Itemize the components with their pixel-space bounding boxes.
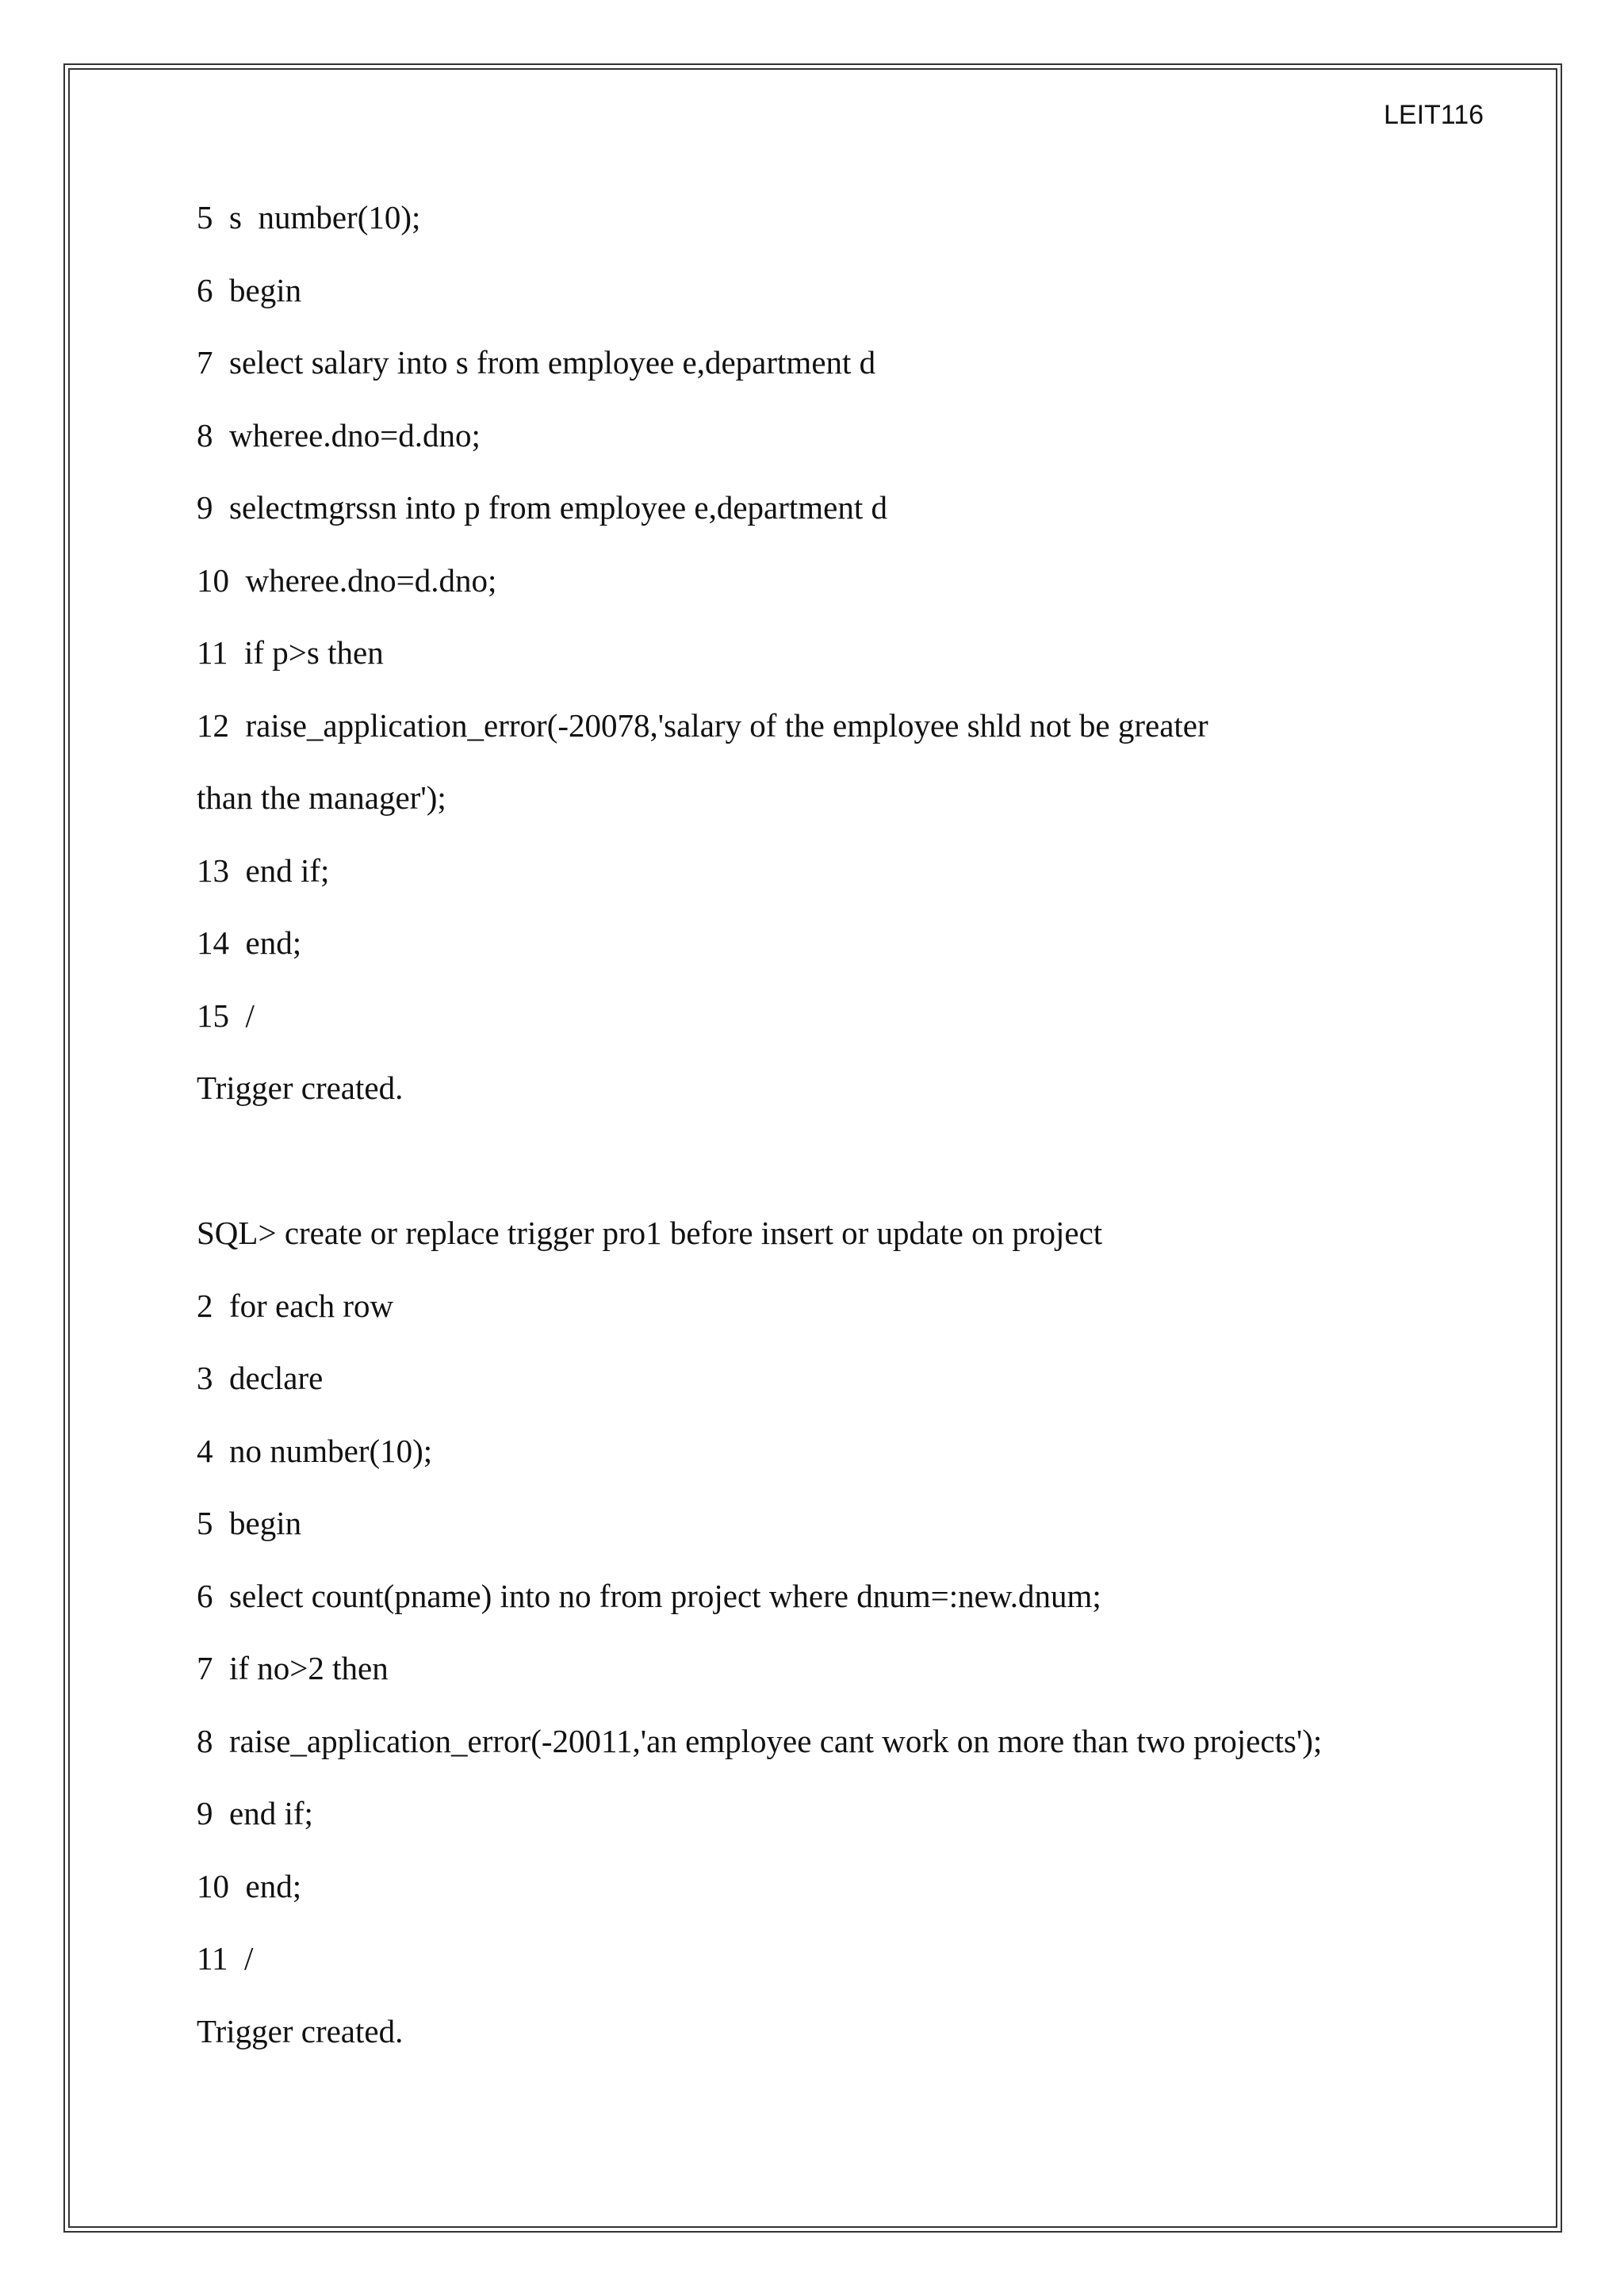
status-message: Trigger created.: [197, 1070, 404, 1106]
code-line: 8 wheree.dno=d.dno;: [197, 416, 481, 453]
code-line: 6 select count(pname) into no from project where dnum=:new.dnum;: [197, 1577, 1101, 1614]
code-line: 13 end if;: [197, 851, 330, 889]
code-line: 14 end;: [197, 924, 302, 961]
code-listing: [197, 190, 1465, 2076]
code-line: 5 s number(10);: [197, 199, 421, 235]
sql-command: SQL> create or replace trigger pro1 before insert or update on project: [197, 1215, 1103, 1251]
code-line: 8 raise_application_error(-20011,'an employee cant work on more than two projects');: [197, 1722, 1323, 1759]
code-line: 7 select salary into s from employee e,department d: [197, 344, 876, 381]
code-line: 3 declare: [197, 1360, 324, 1396]
code-line: 7 if no>2 then: [197, 1650, 389, 1686]
code-line: 9 selectmgrssn into p from employee e,department d: [197, 489, 888, 526]
code-line: 9 end if;: [197, 1795, 313, 1831]
code-line-continuation: than the manager');: [197, 779, 446, 816]
code-line: 4 no number(10);: [197, 1432, 433, 1469]
code-line: 5 begin: [197, 1505, 302, 1541]
code-line: 12 raise_application_error(-20078,'salary of the employee shld not be greater: [197, 706, 1208, 744]
code-line: 11 /: [197, 1940, 254, 1976]
code-line: 6 begin: [197, 271, 302, 308]
document-code: LEIT116: [1384, 100, 1484, 130]
code-line: 11 if p>s then: [197, 634, 384, 671]
code-line: 10 end;: [197, 1867, 302, 1904]
code-line: 10 wheree.dno=d.dno;: [197, 561, 497, 599]
code-line: 15 /: [197, 997, 255, 1034]
status-message: Trigger created.: [197, 2012, 404, 2049]
blank-line: [197, 1134, 1465, 1207]
code-line: 2 for each row: [197, 1287, 394, 1324]
